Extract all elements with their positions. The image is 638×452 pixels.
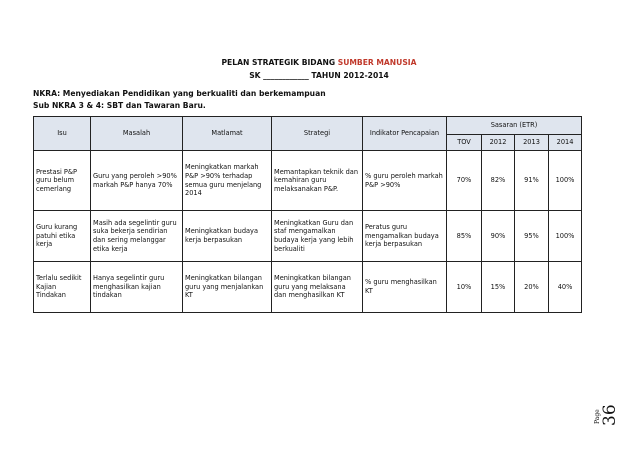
cell-matlamat: Meningkatkan markah P&P >90% terhadap semua guru menjelang 2014 bbox=[183, 151, 272, 211]
cell-tov: 70% bbox=[447, 151, 482, 211]
header-indikator: Indikator Pencapaian bbox=[363, 117, 447, 151]
cell-masalah: Masih ada segelintir guru suka bekerja sendirian dan sering melanggar etika kerja bbox=[91, 211, 183, 262]
table-row bbox=[34, 211, 582, 262]
cell-indikator: % guru peroleh markah P&P >90% bbox=[363, 151, 447, 211]
cell-tov: 10% bbox=[447, 262, 482, 313]
cell-indikator: Peratus guru mengamalkan budaya kerja berpasukan bbox=[363, 211, 447, 262]
table-row bbox=[34, 262, 582, 313]
cell-indikator: % guru menghasilkan KT bbox=[363, 262, 447, 313]
header-year: 2013 bbox=[515, 135, 549, 151]
header-sasaran: Sasaran (ETR) bbox=[447, 117, 582, 135]
cell-strategi: Memantapkan teknik dan kemahiran guru melaksanakan P&P. bbox=[272, 151, 363, 211]
document-subtitle: SK ____________ TAHUN 2012-2014 bbox=[249, 71, 389, 80]
cell-masalah: Guru yang peroleh >90% markah P&P hanya 70% bbox=[91, 151, 183, 211]
table-row bbox=[34, 151, 582, 211]
header-year: 2012 bbox=[482, 135, 515, 151]
header-year: 2014 bbox=[549, 135, 582, 151]
page-number-marker bbox=[594, 392, 632, 436]
cell-tov: 85% bbox=[447, 211, 482, 262]
cell-2013: 91% bbox=[515, 151, 549, 211]
cell-matlamat: Meningkatkan budaya kerja berpasukan bbox=[183, 211, 272, 262]
cell-2012: 15% bbox=[482, 262, 515, 313]
header-isu: Isu bbox=[34, 117, 91, 151]
nkra-line: NKRA: Menyediakan Pendidikan yang berkualiti dan berkemampuan bbox=[33, 89, 326, 98]
cell-strategi: Meningkatkan bilangan guru yang melaksana dan menghasilkan KT bbox=[272, 262, 363, 313]
header-matlamat: Matlamat bbox=[183, 117, 272, 151]
title-highlight: SUMBER MANUSIA bbox=[337, 58, 417, 67]
cell-matlamat: Meningkatkan bilangan guru yang menjalankan KT bbox=[183, 262, 272, 313]
cell-2012: 90% bbox=[482, 211, 515, 262]
header-masalah: Masalah bbox=[91, 117, 183, 151]
strategic-plan-table bbox=[33, 116, 582, 313]
cell-strategi: Meningkatkan Guru dan staf mengamalkan budaya kerja yang lebih berkualiti bbox=[272, 211, 363, 262]
cell-isu: Guru kurang patuhi etika kerja bbox=[34, 211, 91, 262]
cell-2014: 100% bbox=[549, 211, 582, 262]
sub-nkra-line: Sub NKRA 3 & 4: SBT dan Tawaran Baru. bbox=[33, 101, 206, 110]
cell-masalah: Hanya segelintir guru menghasilkan kajian tindakan bbox=[91, 262, 183, 313]
page-number: 36 bbox=[600, 404, 620, 426]
header-strategi: Strategi bbox=[272, 117, 363, 151]
cell-isu: Terlalu sedikit Kajian Tindakan bbox=[34, 262, 91, 313]
page-label: Page bbox=[594, 409, 601, 424]
cell-2012: 82% bbox=[482, 151, 515, 211]
cell-2014: 40% bbox=[549, 262, 582, 313]
cell-2013: 95% bbox=[515, 211, 549, 262]
cell-isu: Prestasi P&P guru belum cemerlang bbox=[34, 151, 91, 211]
header-row bbox=[34, 117, 582, 135]
cell-2013: 20% bbox=[515, 262, 549, 313]
header-year: TOV bbox=[447, 135, 482, 151]
document-title bbox=[0, 58, 638, 67]
title-prefix: PELAN STRATEGIK BIDANG bbox=[221, 58, 338, 67]
cell-2014: 100% bbox=[549, 151, 582, 211]
